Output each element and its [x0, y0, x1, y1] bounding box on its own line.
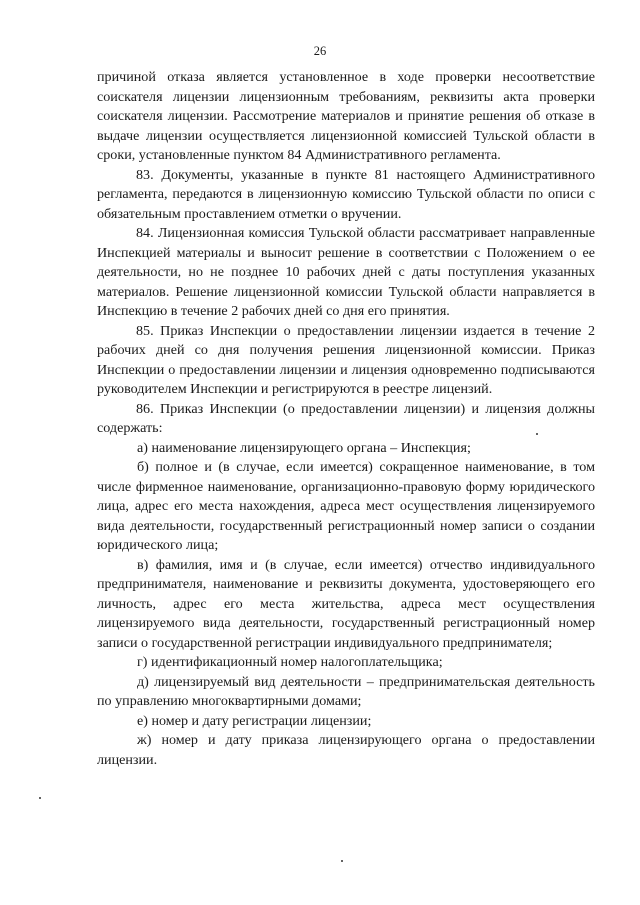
- scan-speck: [536, 433, 538, 435]
- list-item-e: е) номер и дату регистрации лицензии;: [137, 712, 372, 729]
- paragraph-86: 86. Приказ Инспекции (о предоставлении лицензии) и лицензия должны содержать:: [97, 400, 595, 436]
- scan-speck: [341, 860, 343, 862]
- list-item-g: г) идентификационный номер налогоплательщика;: [137, 654, 443, 670]
- page-number: 26: [313, 44, 327, 58]
- list-item-v: в) фамилия, имя и (в случае, если имеется) отчество индивидуального предпринимателя, наименование и реквизиты документа, удостоверяющего его личность, адрес его места жительства, адреса мест осуществления лицензируемого вида деятельности, государственный регистрационный номер записи о государственной регистрации индивидуального предпринимателя;: [97, 556, 595, 651]
- paragraph-84: 84. Лицензионная комиссия Тульской области рассматривает направленные Инспекцией материалы и выносит решение в соответствии с Положением о ее деятельности, но не позднее 10 рабочих дней с даты поступления указанных материалов. Решение лицензионной комиссии Тульской области направляется в Инспекцию в течение 2 рабочих дней со дня его принятия.: [97, 225, 595, 319]
- document-body: [97, 68, 595, 770]
- paragraph-continuation: причиной отказа является установленное в ходе проверки несоответствие соискателя лицензии лицензионным требованиям, реквизиты акта проверки соискателя лицензии. Рассмотрение материалов и принятие решения об отказе в выдаче лицензии осуществляется лицензионной комиссией Тульской области в сроки, установленные пунктом 84 Административного регламента.: [97, 69, 595, 163]
- list-item-d: д) лицензируемый вид деятельности – предпринимательская деятельность по управлению многоквартирными домами;: [97, 673, 595, 709]
- list-item-a: а) наименование лицензирующего органа – Инспекция;: [137, 439, 471, 456]
- paragraph-85: 85. Приказ Инспекции о предоставлении лицензии издается в течение 2 рабочих дней со дня получения решения лицензионной комиссии. Приказ Инспекции о предоставлении лицензии и лицензия одновременно подписываются руководителем Инспекции и регистрируются в реестре лицензий.: [97, 322, 595, 397]
- list-item-zh: ж) номер и дату приказа лицензирующего органа о предоставлении лицензии.: [97, 732, 595, 768]
- paragraph-83: 83. Документы, указанные в пункте 81 настоящего Административного регламента, передаются в лицензионную комиссию Тульской области по описи с обязательным проставлением отметки о вручении.: [97, 166, 595, 222]
- scan-speck: [39, 797, 41, 799]
- list-item-b: б) полное и (в случае, если имеется) сокращенное наименование, в том числе фирменное наименование, организационно-правовую форму юридического лица, адрес его места нахождения, адреса мест осуществления лицензируемого вида деятельности, государственный регистрационный номер записи о создании юридического лица;: [97, 459, 595, 553]
